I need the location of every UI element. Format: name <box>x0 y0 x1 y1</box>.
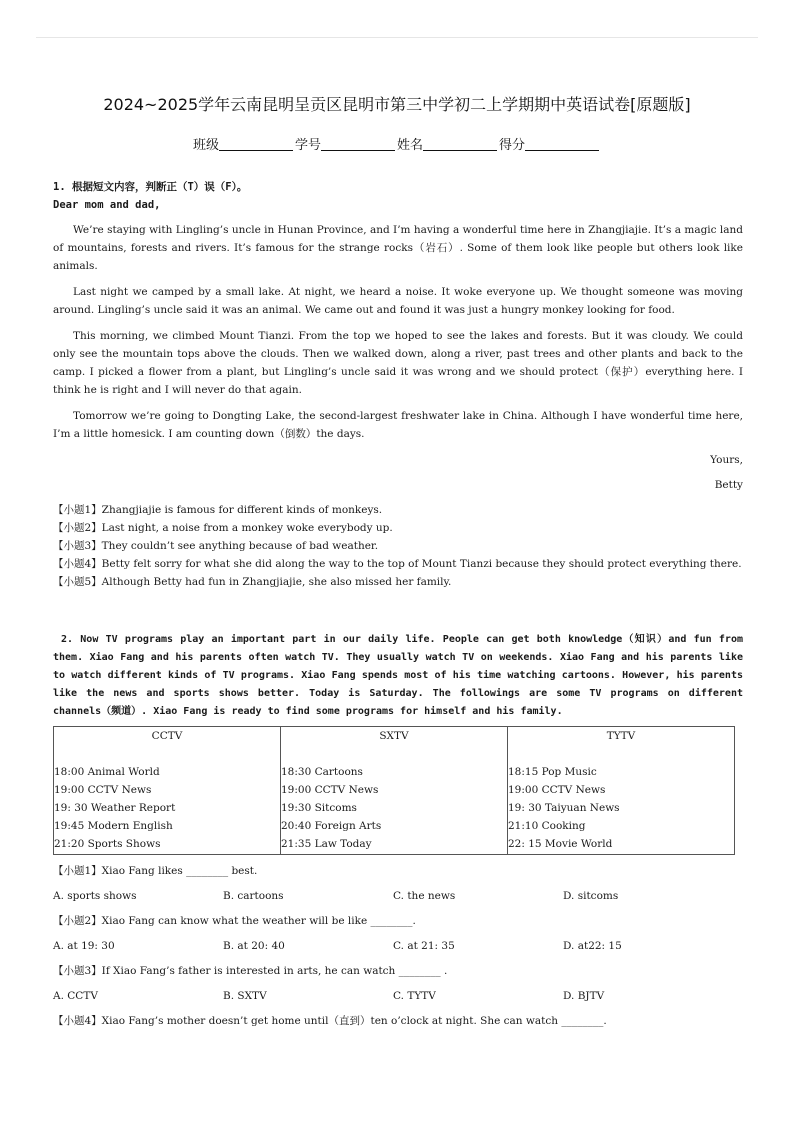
program-item: 19: 30 Taiyuan News <box>508 802 620 814</box>
option-a[interactable]: A. CCTV <box>53 990 98 1002</box>
sub-question-stem: 【小题2】Xiao Fang can know what the weather will be like ________. <box>53 915 416 927</box>
program-item: 22: 15 Movie World <box>508 838 613 850</box>
option-d[interactable]: D. at22: 15 <box>563 940 622 952</box>
program-item: 19: 30 Weather Report <box>54 802 176 814</box>
option-row <box>53 887 743 905</box>
class-blank[interactable] <box>219 138 293 151</box>
letter-closing: Yours, <box>710 454 743 466</box>
letter-paragraph: This morning, we climbed Mount Tianzi. From the top we hoped to see the lakes and forests. But it was cloudy. We could only see the mountain tops above the clouds. Then we walked down, along a river, past trees and other plants and back to the camp. I picked a flower from a plant, but Lingling’s uncle said it was wrong and we should protect（保护）everything here. I think he is right and I will never do that again. <box>53 330 743 396</box>
statement-item: 【小题3】They couldn’t see anything because of bad weather. <box>53 540 379 552</box>
letter-signature: Betty <box>714 479 743 491</box>
program-item: 21:10 Cooking <box>508 820 586 832</box>
option-c[interactable]: C. TYTV <box>393 990 436 1002</box>
channel-header: TYTV <box>508 727 735 764</box>
sub-question-stem: 【小题3】If Xiao Fang’s father is interested in arts, he can watch ________ . <box>53 965 448 977</box>
question-1 <box>53 178 743 591</box>
letter-paragraph: Last night we camped by a small lake. At night, we heard a noise. It woke everyone up. We thought someone was moving around. Lingling’s uncle said it was an animal. We came out and found it was just a hungry monkey looking for food. <box>53 286 743 316</box>
program-item: 19:45 Modern English <box>54 820 173 832</box>
q1-statements <box>53 501 743 591</box>
page-title: 2024~2025学年云南昆明呈贡区昆明市第三中学初二上学期期中英语试卷[原题版] <box>103 95 691 114</box>
option-a[interactable]: A. sports shows <box>53 890 137 902</box>
exam-content <box>53 178 743 1030</box>
student-number-field: 学号 <box>295 134 397 153</box>
option-row <box>53 987 743 1005</box>
program-item: 19:00 CCTV News <box>508 784 606 796</box>
statement-item: 【小题5】Although Betty had fun in Zhangjiajie, she also missed her family. <box>53 576 452 588</box>
name-field: 姓名 <box>397 134 499 153</box>
statement-item: 【小题1】Zhangjiajie is famous for different kinds of monkeys. <box>53 504 383 516</box>
letter-paragraph: Tomorrow we’re going to Dongting Lake, the second-largest freshwater lake in China. Although I have wonderful time here, I’m a little homesick. I am counting down（倒数）the days. <box>53 410 743 440</box>
program-item: 18:30 Cartoons <box>281 766 363 778</box>
option-b[interactable]: B. at 20: 40 <box>223 940 285 952</box>
option-c[interactable]: C. the news <box>393 890 456 902</box>
name-blank[interactable] <box>423 138 497 151</box>
program-item: 20:40 Foreign Arts <box>281 820 382 832</box>
sub-question-stem: 【小题1】Xiao Fang likes ________ best. <box>53 865 258 877</box>
option-d[interactable]: D. BJTV <box>563 990 605 1002</box>
statement-item: 【小题4】Betty felt sorry for what she did along the way to the top of Mount Tianzi because they should protect everything there. <box>53 558 742 570</box>
top-divider <box>36 37 758 38</box>
score-field: 得分 <box>499 134 601 153</box>
q2-intro: 2. Now TV programs play an important part in our daily life. People can get both knowledge（知识）and fun from them. Xiao Fang and his parents often watch TV. They usually watch TV on weekends. Xiao Fang and his parents like to watch different kinds of TV programs. Xiao Fang spends most of his time watching cartoons. However, his parents like the news and sports shows better. Today is Saturday. The followings are some TV programs on different channels（频道）. Xiao Fang is ready to find some programs for himself and his family. <box>53 634 743 717</box>
cctv-programs <box>54 763 281 855</box>
score-blank[interactable] <box>525 138 599 151</box>
letter-paragraph: We’re staying with Lingling’s uncle in Hunan Province, and I’m having a wonderful time here in Zhangjiajie. It’s a magic land of mountains, forests and rivers. It’s famous for the strange rocks（岩石）. Some of them look like people but others look like animals. <box>53 224 743 272</box>
letter-greeting: Dear mom and dad, <box>53 199 161 211</box>
q1-instruction: 1. 根据短文内容，判断正（T）误（F）。 <box>53 181 248 193</box>
channel-header: CCTV <box>54 727 281 764</box>
student-number-blank[interactable] <box>321 138 395 151</box>
option-a[interactable]: A. at 19: 30 <box>53 940 115 952</box>
program-item: 19:00 CCTV News <box>281 784 379 796</box>
program-item: 19:00 CCTV News <box>54 784 152 796</box>
option-d[interactable]: D. sitcoms <box>563 890 619 902</box>
option-row <box>53 937 743 955</box>
program-item: 18:00 Animal World <box>54 766 160 778</box>
statement-item: 【小题2】Last night, a noise from a monkey woke everybody up. <box>53 522 393 534</box>
program-item: 18:15 Pop Music <box>508 766 597 778</box>
option-b[interactable]: B. SXTV <box>223 990 267 1002</box>
program-item: 21:35 Law Today <box>281 838 372 850</box>
program-item: 21:20 Sports Shows <box>54 838 161 850</box>
option-c[interactable]: C. at 21: 35 <box>393 940 455 952</box>
question-2 <box>53 631 743 1030</box>
option-b[interactable]: B. cartoons <box>223 890 284 902</box>
tv-schedule-table <box>53 726 735 855</box>
sxtv-programs <box>281 763 508 855</box>
sub-question-stem: 【小题4】Xiao Fang’s mother doesn’t get home until（直到）ten o’clock at night. She can watch ________. <box>53 1015 607 1027</box>
student-info-line <box>0 134 794 153</box>
channel-header: SXTV <box>281 727 508 764</box>
class-field: 班级 <box>193 134 295 153</box>
program-item: 19:30 Sitcoms <box>281 802 357 814</box>
tytv-programs <box>508 763 735 855</box>
